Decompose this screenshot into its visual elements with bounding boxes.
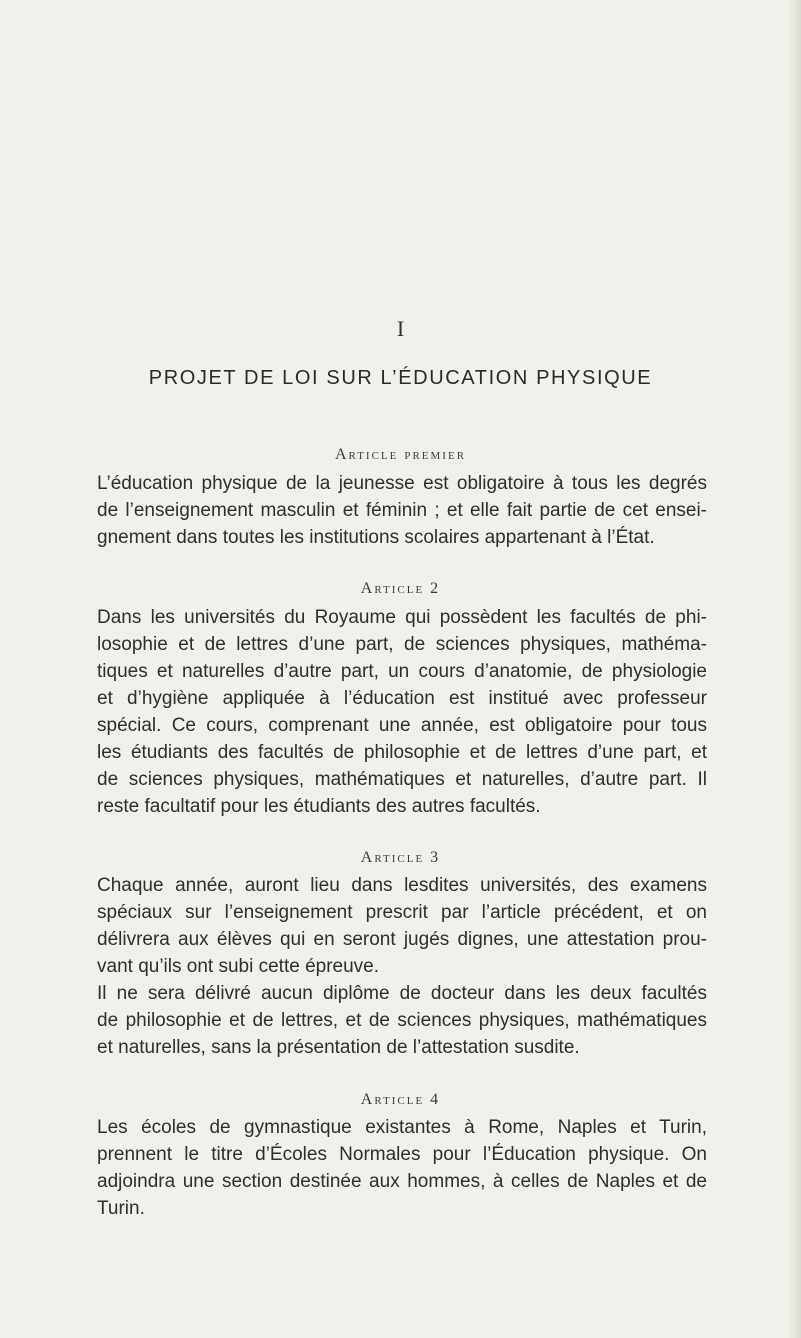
text-line: et d’hygiène appliquée à l’éducation est institué avec professeur — [97, 688, 707, 709]
document-title: PROJET DE LOI SUR L’ÉDUCATION PHYSIQUE — [148, 367, 653, 389]
text-line: vant qu’ils ont subi cette épreuve. — [97, 956, 380, 977]
article-2-heading: Article 2 — [360, 580, 441, 597]
text-line: gnement dans toutes les institutions scolaires appartenant à l’État. — [97, 527, 655, 548]
text-line: Dans les universités du Royaume qui possèdent les facultés de phi- — [97, 607, 707, 628]
article-4-body — [97, 1114, 707, 1222]
section-number: I — [396, 316, 405, 341]
text-line: reste facultatif pour les étudiants des autres facultés. — [97, 796, 541, 817]
article-3-heading: Article 3 — [360, 849, 441, 866]
text-line: spécial. Ce cours, comprenant une année, est obligatoire pour tous — [97, 715, 707, 736]
text-line: L’éducation physique de la jeunesse est obligatoire à tous les degrés — [97, 473, 707, 494]
page-edge-shadow — [787, 0, 801, 1338]
text-line: de philosophie et de lettres, et de sciences physiques, mathématiques — [97, 1010, 707, 1031]
text-line: Les écoles de gymnastique existantes à Rome, Naples et Turin, — [97, 1117, 707, 1138]
text-line: adjoindra une section destinée aux hommes, à celles de Naples et de — [97, 1171, 707, 1192]
text-line: Chaque année, auront lieu dans lesdites universités, des examens — [97, 875, 707, 896]
article-3-body — [97, 872, 707, 1061]
text-line: les étudiants des facultés de philosophie et de lettres d’une part, et — [97, 742, 707, 763]
article-1-heading: Article premier — [334, 446, 467, 463]
text-line: délivrera aux élèves qui en seront jugés dignes, une attestation prou- — [97, 929, 707, 950]
text-line: spéciaux sur l’enseignement prescrit par l’article précédent, et on — [97, 902, 707, 923]
text-line: prennent le titre d’Écoles Normales pour l’Éducation physique. On — [97, 1144, 707, 1165]
text-line: de sciences physiques, mathématiques et naturelles, d’autre part. Il — [97, 769, 707, 790]
text-line: de l’enseignement masculin et féminin ; et elle fait partie de cet ensei- — [97, 500, 707, 521]
text-line: tiques et naturelles d’autre part, un cours d’anatomie, de physiologie — [97, 661, 707, 682]
article-2-body — [97, 604, 707, 820]
text-line: Il ne sera délivré aucun diplôme de docteur dans les deux facultés — [97, 983, 707, 1004]
article-1-body — [97, 470, 707, 551]
text-line: Turin. — [97, 1198, 145, 1219]
text-line: losophie et de lettres d’une part, de sciences physiques, mathéma- — [97, 634, 707, 655]
article-4-heading: Article 4 — [360, 1091, 441, 1108]
text-line: et naturelles, sans la présentation de l’attestation susdite. — [97, 1037, 580, 1058]
